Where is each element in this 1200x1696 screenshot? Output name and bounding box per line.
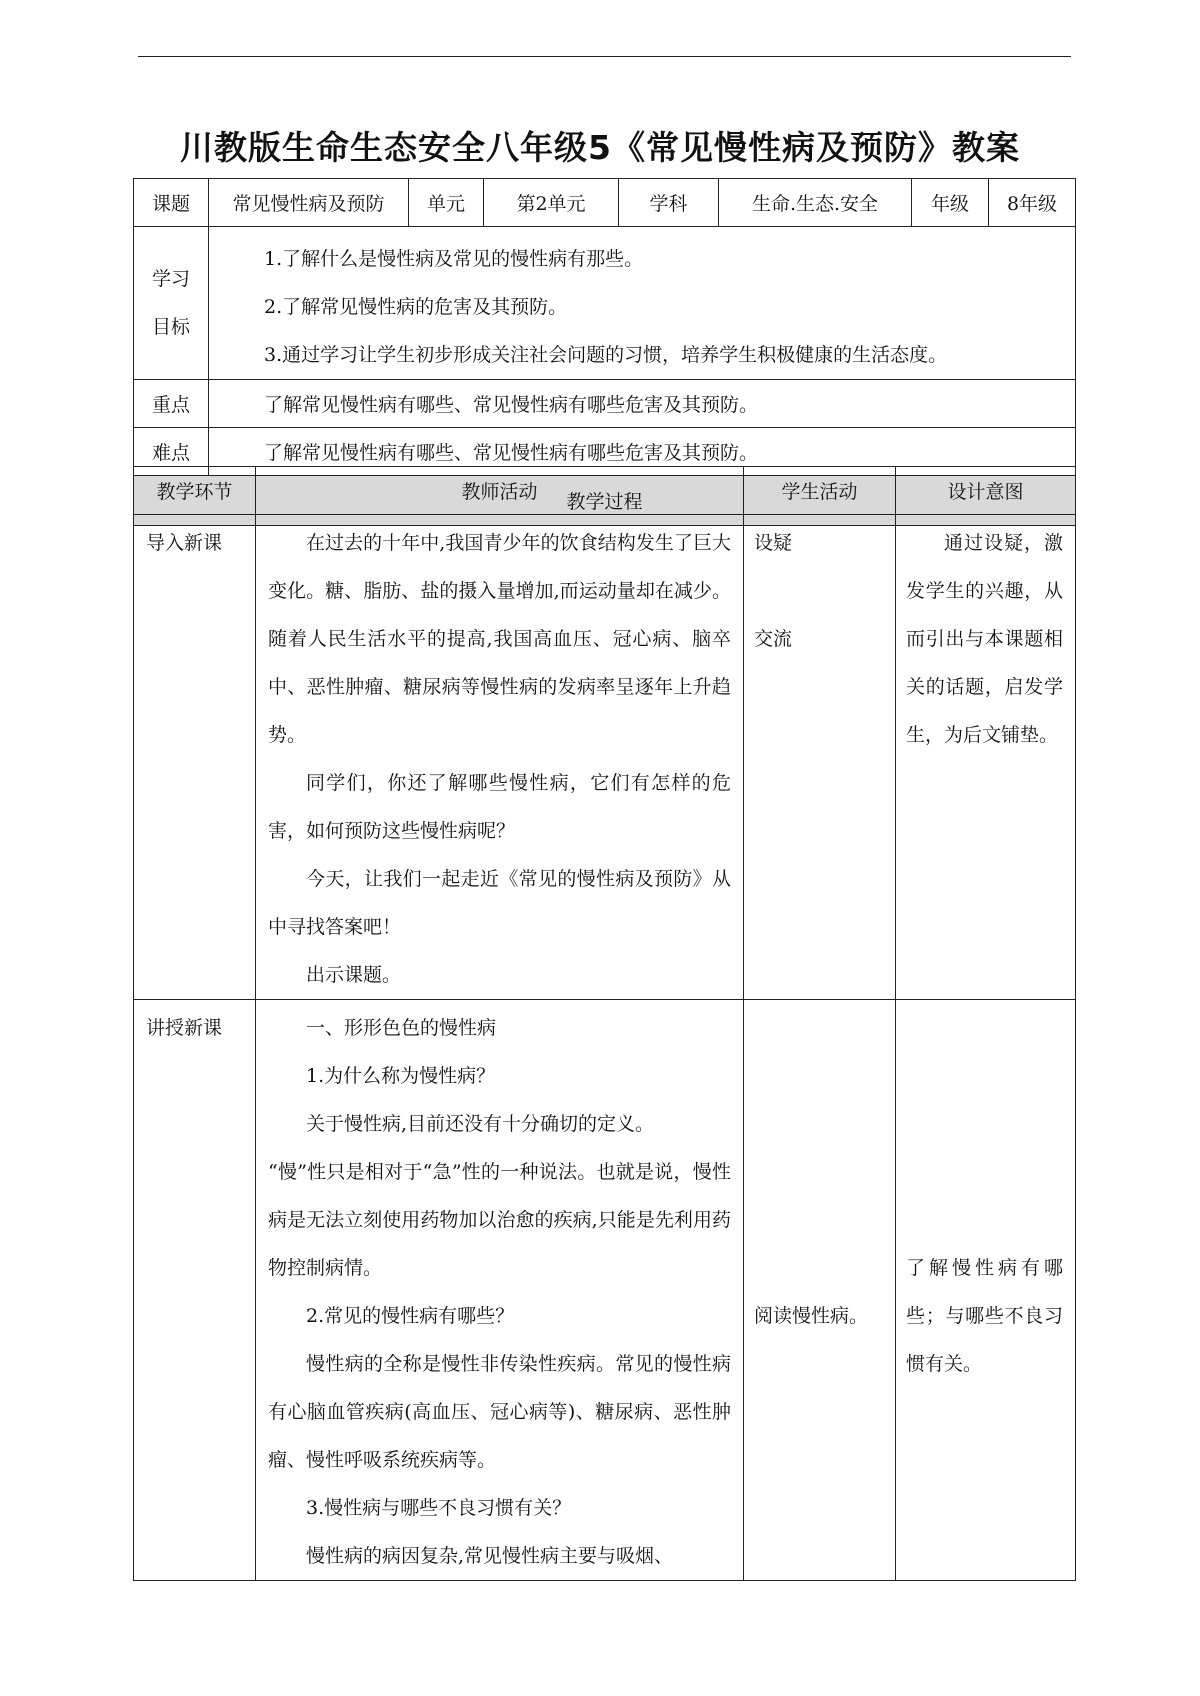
objective-item: 1.了解什么是慢性病及常见的慢性病有那些。 xyxy=(264,248,644,270)
table-row xyxy=(134,1000,1076,1581)
grade-value: 8年级 xyxy=(989,179,1076,227)
topic-value: 常见慢性病及预防 xyxy=(209,179,409,227)
grade-label: 年级 xyxy=(912,179,989,227)
teacher-activity-cell xyxy=(256,515,744,1000)
design-intent: 了解慢性病有哪些；与哪些不良习惯有关。 xyxy=(906,1257,1063,1375)
design-intent-cell xyxy=(896,515,1076,1000)
subject-label: 学科 xyxy=(619,179,719,227)
difficulty-label: 难点 xyxy=(134,428,209,476)
stage-label: 导入新课 xyxy=(146,532,223,554)
objectives-content xyxy=(209,227,1076,380)
teacher-paragraph: “慢”性只是相对于“急”性的一种说法。也就是说，慢性病是无法立刻使用药物加以治愈的疾病,只能是先利用药物控制病情。 xyxy=(268,1161,731,1279)
design-intent-cell xyxy=(896,1000,1076,1581)
design-intent: 通过设疑，激发学生的兴趣，从而引出与本课题相关的话题，启发学生，为后文铺垫。 xyxy=(906,532,1063,746)
objective-item: 2.了解常见慢性病的危害及其预防。 xyxy=(264,296,568,318)
stage-cell xyxy=(134,515,256,1000)
column-header-teacher: 教师活动 xyxy=(256,467,744,515)
stage-label: 讲授新课 xyxy=(146,1017,223,1039)
teacher-paragraph: 同学们，你还了解哪些慢性病，它们有怎样的危害，如何预防这些慢性病呢？ xyxy=(268,772,731,842)
header-rule xyxy=(138,56,1071,57)
table-row xyxy=(134,515,1076,1000)
teaching-process-table xyxy=(133,466,1076,1581)
document-title: 川教版生命生态安全八年级5《常见慢性病及预防》教案 xyxy=(180,128,1020,167)
unit-label: 单元 xyxy=(409,179,484,227)
objectives-label xyxy=(134,227,209,380)
teacher-paragraph: 慢性病的全称是慢性非传染性疾病。常见的慢性病有心脑血管疾病(高血压、冠心病等)、糖尿病、恶性肿瘤、慢性呼吸系统疾病等。 xyxy=(268,1353,731,1471)
subject-value: 生命.生态.安全 xyxy=(719,179,912,227)
teacher-paragraph: 慢性病的病因复杂,常见慢性病主要与吸烟、 xyxy=(306,1545,674,1567)
objectives-label-line2: 目标 xyxy=(151,316,190,338)
student-activity-cell xyxy=(744,1000,896,1581)
teacher-paragraph: 一、形形色色的慢性病 xyxy=(306,1017,497,1039)
teacher-paragraph: 1.为什么称为慢性病？ xyxy=(306,1065,496,1087)
stage-cell xyxy=(134,1000,256,1581)
objective-item: 3.通过学习让学生初步形成关注社会问题的习惯，培养学生积极健康的生活态度。 xyxy=(264,344,948,366)
objectives-label-line1: 学习 xyxy=(151,268,190,290)
teacher-paragraph: 在过去的十年中,我国青少年的饮食结构发生了巨大变化。糖、脂肪、盐的摄入量增加,而运动量却在减少。随着人民生活水平的提高,我国高血压、冠心病、脑卒中、恶性肿瘤、糖尿病等慢性病的发病率呈逐年上升趋势。 xyxy=(268,532,731,746)
key-point-text: 了解常见慢性病有哪些、常见慢性病有哪些危害及其预防。 xyxy=(209,380,1076,428)
student-activity: 交流 xyxy=(754,628,793,650)
topic-label: 课题 xyxy=(134,179,209,227)
teacher-paragraph: 3.慢性病与哪些不良习惯有关？ xyxy=(306,1497,572,1519)
teacher-paragraph: 出示课题。 xyxy=(306,964,402,986)
student-activity: 阅读慢性病。 xyxy=(754,1305,869,1327)
teacher-paragraph: 2.常见的慢性病有哪些？ xyxy=(306,1305,515,1327)
teacher-paragraph: 关于慢性病,目前还没有十分确切的定义。 xyxy=(306,1113,655,1135)
teacher-paragraph: 今天，让我们一起走近《常见的慢性病及预防》从中寻找答案吧！ xyxy=(268,868,731,938)
key-point-label: 重点 xyxy=(134,380,209,428)
column-header-student: 学生活动 xyxy=(744,467,896,515)
column-header-stage: 教学环节 xyxy=(134,467,256,515)
student-activity-cell xyxy=(744,515,896,1000)
column-header-design: 设计意图 xyxy=(896,467,1076,515)
process-heading: 教学过程 xyxy=(134,476,1076,526)
student-activity: 设疑 xyxy=(754,532,793,554)
unit-value: 第2单元 xyxy=(484,179,619,227)
teacher-activity-cell xyxy=(256,1000,744,1581)
difficulty-text: 了解常见慢性病有哪些、常见慢性病有哪些危害及其预防。 xyxy=(209,428,1076,476)
